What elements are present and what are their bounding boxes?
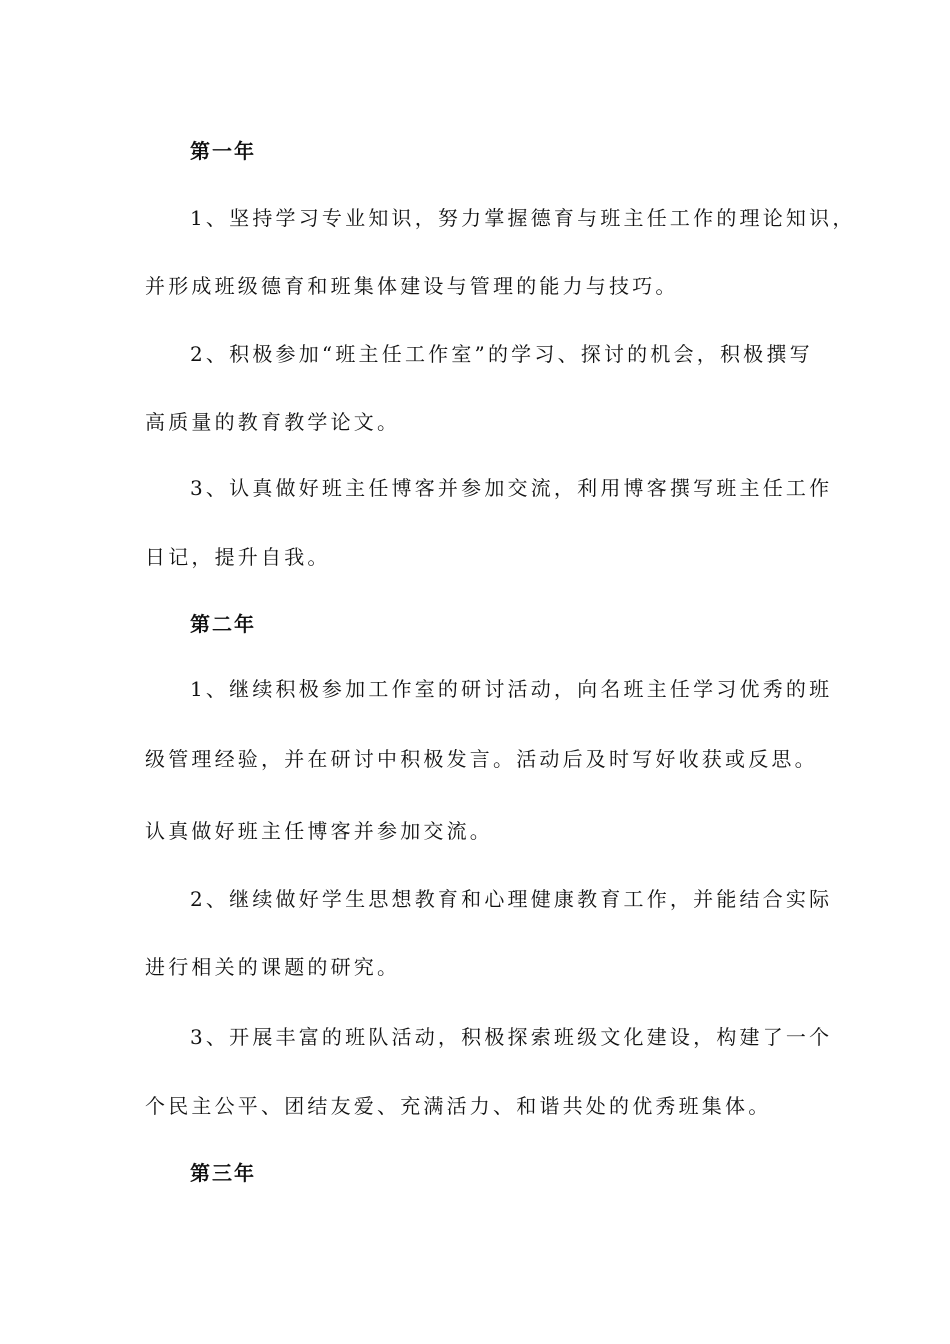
paragraph-line: 个民主公平、团结友爱、充满活力、和谐共处的优秀班集体。 [145,1094,772,1118]
paragraph-line: 3、认真做好班主任博客并参加交流，利用博客撰写班主任工作 [190,476,833,500]
paragraph-line: 认真做好班主任博客并参加交流。 [145,819,493,843]
paragraph-line: 日记，提升自我。 [145,545,331,569]
paragraph-line: 并形成班级德育和班集体建设与管理的能力与技巧。 [145,274,679,298]
section-heading-year-one: 第一年 [190,139,256,163]
paragraph-line: 3、开展丰富的班队活动，积极探索班级文化建设，构建了一个 [190,1025,833,1049]
paragraph-line: 2、积极参加“班主任工作室”的学习、探讨的机会，积极撰写 [190,342,813,366]
section-heading-year-two: 第二年 [190,612,256,636]
paragraph-line: 1、坚持学习专业知识，努力掌握德育与班主任工作的理论知识， [190,206,856,230]
paragraph-line: 高质量的教育教学论文。 [145,410,401,434]
paragraph-line: 1、继续积极参加工作室的研讨活动，向名班主任学习优秀的班 [190,677,833,701]
paragraph-line: 级管理经验，并在研讨中积极发言。活动后及时写好收获或反思。 [145,747,818,771]
paragraph-line: 进行相关的课题的研究。 [145,955,401,979]
section-heading-year-three: 第三年 [190,1161,256,1185]
paragraph-line: 2、继续做好学生思想教育和心理健康教育工作，并能结合实际 [190,887,833,911]
